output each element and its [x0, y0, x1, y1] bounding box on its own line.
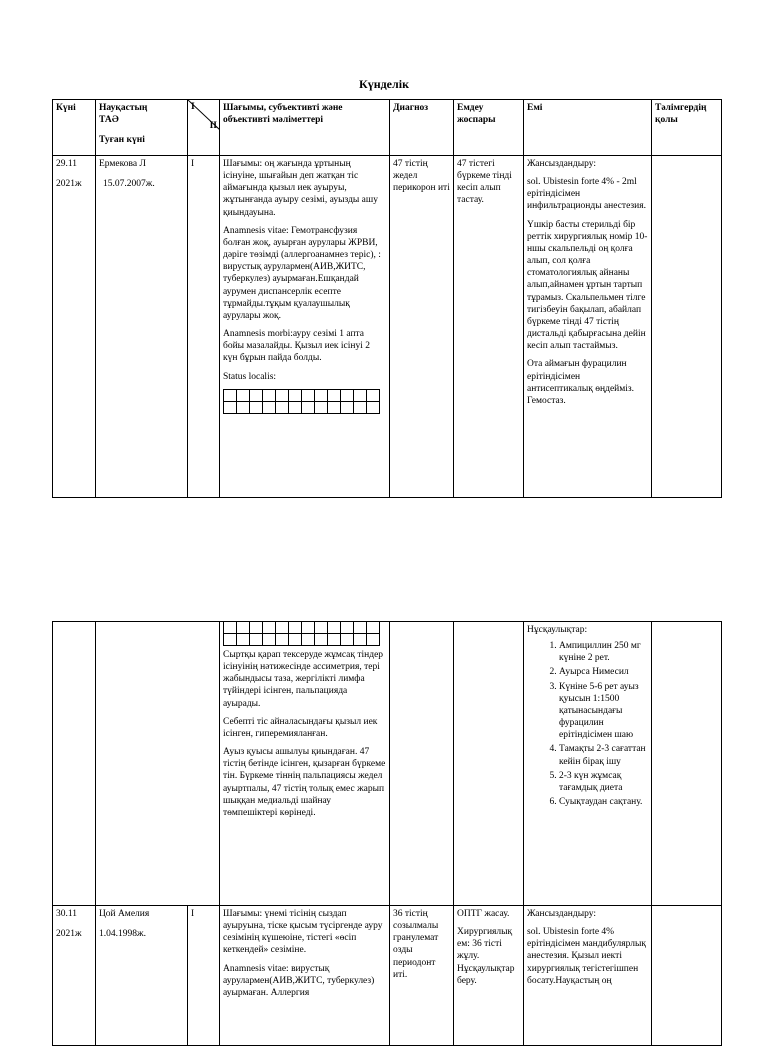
entry1-instructions — [524, 622, 652, 906]
instruction-item: 2. Ауырса Нимесил — [559, 666, 648, 678]
entry1-treatment — [524, 156, 652, 498]
entry2-diagnosis: 36 тістің созылмалы гранулемат озды периодонт иті. — [390, 906, 454, 1046]
header-patient-line1: Науқастың — [99, 103, 148, 113]
entry2-type: I — [188, 906, 220, 1046]
entry2-patient-dob: 1.04.1998ж. — [99, 929, 146, 940]
entry2-treatment-anesthesia: sol. Ubistesin forte 4% ерітіндісімен мандибулярлық анестезия. Қызыл иекті хирургиялық тегістегішпен босату.Науқастың оң — [527, 927, 646, 986]
entry-row-1 — [53, 156, 722, 498]
entry1-signature — [652, 156, 722, 498]
entry1-external-exam: Сыртқы қарап тексеруде жұмсақ тіндер ісінуінің нәтижесінде ассиметрия, тері жабындысы таза, жергілікті лимфа түйіндері ісінген, пальпацияда ауырады. — [223, 650, 384, 709]
entry1-type: I — [188, 156, 220, 498]
entry1-treatment-anesthesia-title: Жансыздандыру: — [527, 159, 596, 169]
entry1-complaints — [220, 156, 390, 498]
header-complaints: Шағымы, субъективті және объективті мәліметтері — [220, 100, 390, 156]
page-title: Күнделік — [359, 77, 409, 91]
dental-grid-top — [223, 389, 380, 414]
entry1-patient — [96, 156, 188, 498]
entry2-treatment — [524, 906, 652, 1046]
header-patient-line2: ТАӘ — [99, 115, 119, 126]
header-date: Күні — [53, 100, 96, 156]
entry1-treatment-anesthesia: sol. Ubistesin forte 4% - 2ml ерітіндісімен инфильтрационды анестезия. — [527, 177, 646, 212]
diary-table-1 — [52, 99, 722, 498]
entry2-patient-name: Цой Амелия — [99, 909, 150, 919]
entry1-date-year: 2021ж — [56, 179, 82, 190]
header-type-a: I — [191, 102, 195, 112]
entry1-status-localis: Status localis: — [223, 371, 277, 382]
entry2-date-year: 2021ж — [56, 929, 82, 940]
entry1-treatment-antiseptic: Ота аймағын фурацилин ерітіндісімен антисептикалық өңдейміз. Гемостаз. — [527, 359, 635, 406]
entry1-date-day: 29.11 — [56, 159, 78, 169]
header-patient — [96, 100, 188, 156]
header-diagnosis: Диагноз — [390, 100, 454, 156]
entry1-cont-date — [53, 622, 96, 906]
instruction-item: 1. Ампициллин 250 мг күніне 2 рет. — [559, 640, 648, 664]
entry2-treatment-anesthesia-title: Жансыздандыру: — [527, 909, 596, 919]
entry1-patient-dob: 15.07.2007ж. — [103, 179, 155, 190]
diary-table-3 — [52, 905, 722, 1046]
entry1-anamnesis-morbi: Anamnesis morbi:ауру сезімі 1 апта бойы мазалайды. Қызыл иек ісінуі 2 күн бұрын пайда болды. — [223, 329, 371, 364]
instruction-item: 3. Күніне 5-6 рет ауыз қуысын 1:1500 қатынасындағы фурацилин ерітіндісімен шаю — [559, 681, 648, 742]
dental-grid-bottom — [223, 622, 380, 646]
entry1-complaint-text: Шағымы: оң жағында ұртының ісінуіне, шығайын деп жатқан тіс аймағында қызыл иек ауыруы, жұтынғанда ауыру сезімі, ауызды ашу қиындауына. — [223, 159, 378, 218]
header-row — [53, 100, 722, 156]
entry1-gum-status: Себепті тіс айналасындағы қызыл иек ісінген, гиперемияланған. — [223, 716, 378, 739]
entry1-cont-plan — [454, 622, 524, 906]
entry1-diagnosis: 47 тістің жедел перикорон иті — [390, 156, 454, 498]
entry2-patient — [96, 906, 188, 1046]
entry2-signature — [652, 906, 722, 1046]
entry1-cont-patient — [96, 622, 220, 906]
entry1-anamnesis-vitae: Anamnesis vitae: Гемотрансфузия болған жоқ, ауырған аурулары ЖРВИ, дәріге төзімді (аллергоанамнез теріс), : вирустық аурулармен(АИВ,ЖИТС, туберкулез) ауырмаған.Ешқандай аурумен диспансерлік есепте тұрмайды.тұқым қуалаушылық аурулары жоқ. — [223, 225, 381, 321]
entry2-plan-surgery: Хирургиялық ем: 36 тісті жұлу. Нұсқаулықтар беру. — [457, 927, 515, 986]
entry2-date — [53, 906, 96, 1046]
entry-row-2 — [53, 906, 722, 1046]
instructions-list — [527, 640, 648, 808]
entry2-complaint-text: Шағымы: үнемі тісінің сыздап ауыруына, тіске қысым түсіргенде ауру сезімінің күшеюіне, тістегі «өсіп кеткендей» сезіміне. — [223, 909, 383, 956]
entry2-date-day: 30.11 — [56, 909, 78, 919]
instruction-item: 6. Суықтаудан сақтану. — [559, 796, 648, 808]
instructions-title: Нұсқаулықтар: — [527, 625, 588, 635]
entry1-plan: 47 тістегі бүркеме тінді кесіп алып тастау. — [454, 156, 524, 498]
entry1-cont-status — [220, 622, 390, 906]
instruction-item: 4. Тамақты 2-3 сағаттан кейін бірақ ішу — [559, 743, 648, 767]
header-plan: Емдеу жоспары — [454, 100, 524, 156]
instruction-item: 5. 2-3 күн жұмсақ тағамдық диета — [559, 770, 648, 794]
entry1-continued-row — [53, 622, 722, 906]
header-patient-line3: Туған күні — [99, 135, 145, 146]
header-type-b: II — [209, 121, 217, 131]
entry2-plan-xray: ОПТГ жасау. — [457, 909, 510, 919]
entry1-patient-name: Ермекова Л — [99, 159, 146, 169]
entry2-complaints — [220, 906, 390, 1046]
diary-table-2 — [52, 621, 722, 906]
entry2-anamnesis-vitae: Anamnesis vitae: вирустық аурулармен(АИВ,ЖИТС, туберкулез) ауырмаған. Аллергия — [223, 963, 375, 998]
entry1-cont-signature — [652, 622, 722, 906]
header-signature: Тәлімгердің қолы — [652, 100, 722, 156]
entry1-date — [53, 156, 96, 498]
entry1-oral-exam: Ауыз қуысы ашылуы қиындаған. 47 тістің бетінде ісінген, қызарған бүркеме тін. Бүркеме тіннің пальпациясы жедел ауыртпалы, 47 тістің толық емес жарып шыққан медиальді шайнау төмпешіктері көрінеді. — [223, 747, 386, 818]
entry2-plan — [454, 906, 524, 1046]
entry1-treatment-procedure: Үшкір басты стерильді бір реттік хирургиялық номір 10-ншы скальпельді оң қолға алып, сол қолға стоматологиялық айнаны алып,айнамен ұртын тартып тұрамыз. Скальпельмен тілге тигізбеуін бақылап, абайлап бүркеме тінді 47 тістің дистальді қабырғасына дейін кесіп алып тастаймыз. — [527, 219, 648, 352]
header-type — [188, 100, 220, 156]
header-treatment: Емі — [524, 100, 652, 156]
entry1-cont-diagnosis — [390, 622, 454, 906]
